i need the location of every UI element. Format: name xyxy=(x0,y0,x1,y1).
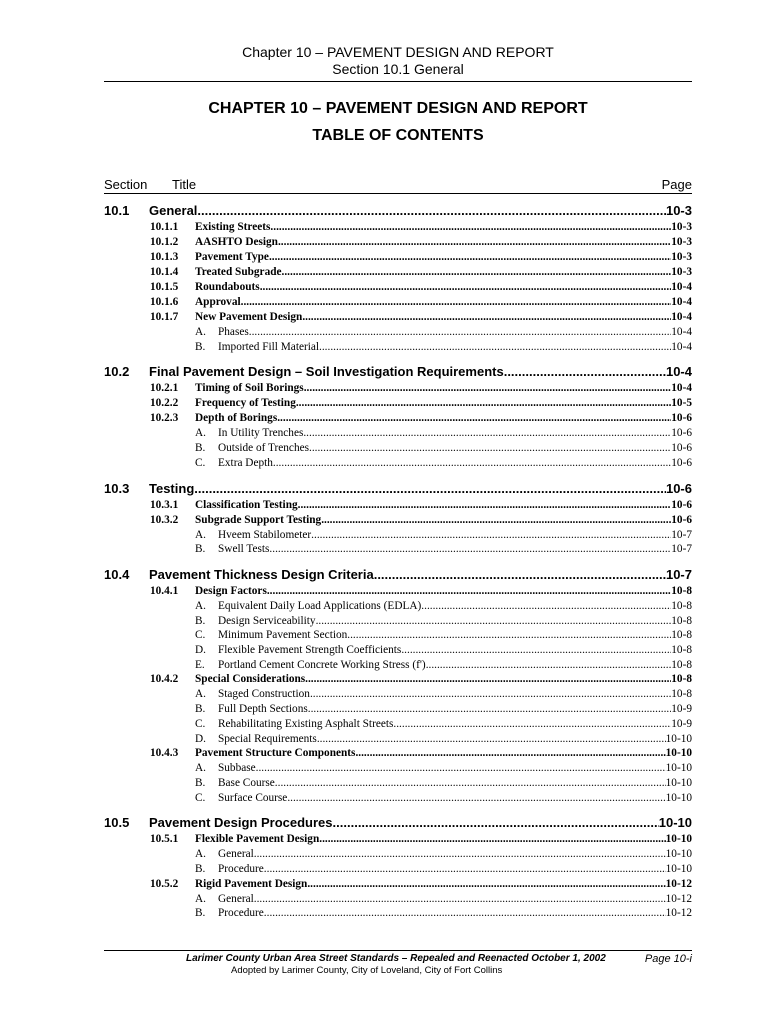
page-column-header: Page xyxy=(661,177,692,192)
toc-entry-title: Surface Course xyxy=(218,791,288,804)
toc-dot-leader xyxy=(308,702,672,717)
toc-entry-number: 10.1.4 xyxy=(150,266,179,278)
toc-entry-title: General xyxy=(218,848,254,861)
toc-entry-title: Pavement Thickness Design Criteria xyxy=(149,566,374,582)
toc-entry-level-2[interactable] xyxy=(104,513,692,528)
toc-entry-number: A. xyxy=(195,427,206,440)
toc-entry-title: Special Requirements xyxy=(218,732,317,745)
toc-entry-title: Approval xyxy=(195,296,241,308)
toc-entry-number: 10.1.6 xyxy=(150,296,179,308)
toc-entry-level-2[interactable] xyxy=(104,310,692,325)
toc-entry-title: Portland Cement Concrete Working Stress (f') xyxy=(218,658,426,671)
toc-entry-title: Imported Fill Material xyxy=(218,340,320,353)
toc-entry-number: 10.2.1 xyxy=(150,382,179,395)
toc-entry-title: Treated Subgrade xyxy=(195,266,282,278)
toc-entry-title: Equivalent Daily Load Applications (EDLA) xyxy=(218,599,422,612)
toc-dot-leader xyxy=(269,542,671,557)
toc-dot-leader xyxy=(311,528,671,543)
toc-entry-page: 10-8 xyxy=(671,644,692,657)
toc-dot-leader xyxy=(256,761,666,776)
toc-entry-page: 10-4 xyxy=(671,311,692,323)
toc-entry-number: D. xyxy=(195,644,206,657)
toc-entry-title: Pavement Structure Components xyxy=(195,747,356,760)
toc-entry-number: B. xyxy=(195,543,206,556)
toc-entry-title: Frequency of Testing xyxy=(195,397,296,410)
toc-entry-level-2[interactable] xyxy=(104,672,692,687)
toc-entry-level-1[interactable] xyxy=(104,362,692,381)
toc-entry-title: General xyxy=(149,203,198,218)
toc-dot-leader xyxy=(254,847,666,862)
toc-entry-level-3[interactable] xyxy=(104,325,692,340)
toc-entry-level-2[interactable] xyxy=(104,220,692,235)
toc-entry-number: 10.4.1 xyxy=(150,584,179,597)
toc-entry-title: Phases xyxy=(218,326,249,338)
toc-entry-number: 10.3 xyxy=(104,480,130,496)
toc-entry-page: 10-6 xyxy=(671,442,692,455)
toc-entry-title: Design Serviceability xyxy=(218,614,316,627)
toc-entry-number: B. xyxy=(195,907,206,920)
toc-entry-level-2[interactable] xyxy=(104,295,692,310)
toc-entry-number: 10.1.7 xyxy=(150,311,179,323)
toc-entry-number: B. xyxy=(195,863,206,876)
toc-dot-leader xyxy=(298,498,672,513)
toc-dot-leader xyxy=(316,614,672,629)
toc-dot-leader xyxy=(260,280,672,295)
toc-entry-page: 10-8 xyxy=(671,614,692,627)
toc-entry-level-3[interactable] xyxy=(104,528,692,543)
toc-entry-number: B. xyxy=(195,340,206,353)
toc-entry-number: 10.5.2 xyxy=(150,877,179,890)
toc-entry-number: 10.1.2 xyxy=(150,236,179,248)
toc-dot-leader xyxy=(270,220,671,235)
toc-entry-number: 10.1 xyxy=(104,203,130,218)
toc-entry-title: Classification Testing xyxy=(195,498,298,511)
toc-entry-number: A. xyxy=(195,762,206,775)
toc-entry-level-3[interactable] xyxy=(104,542,692,557)
toc-entry-number: 10.4.3 xyxy=(150,747,179,760)
toc-entry-title: Extra Depth xyxy=(218,456,273,469)
toc-entry-number: 10.5.1 xyxy=(150,833,179,846)
running-header-section: Section 10.1 General xyxy=(332,61,464,77)
toc-entry-title: Subgrade Support Testing xyxy=(195,513,322,526)
toc-entry-title: Roundabouts xyxy=(195,281,260,293)
toc-entry-number: A. xyxy=(195,599,206,612)
toc-entry-title: Timing of Soil Borings xyxy=(195,382,304,395)
toc-dot-leader xyxy=(254,892,666,907)
footer-rule xyxy=(104,950,692,951)
toc-dot-leader xyxy=(194,479,666,498)
toc-dot-leader xyxy=(319,340,671,355)
toc-entry-page: 10-6 xyxy=(671,427,692,440)
toc-dot-leader xyxy=(305,672,671,687)
toc-dot-leader xyxy=(393,717,671,732)
toc-entry-page: 10-10 xyxy=(665,776,692,789)
toc-entry-level-3[interactable] xyxy=(104,702,692,717)
toc-entry-title: Minimum Pavement Section xyxy=(218,629,348,642)
toc-dot-leader xyxy=(282,265,672,280)
toc-entry-title: AASHTO Design xyxy=(195,236,278,248)
toc-dot-leader xyxy=(504,362,666,381)
toc-entry-number: B. xyxy=(195,614,206,627)
toc-entry-number: 10.3.1 xyxy=(150,498,179,511)
toc-dot-leader xyxy=(304,381,672,396)
toc-entry-title: Existing Streets xyxy=(195,221,271,233)
toc-dot-leader xyxy=(267,584,671,599)
toc-entry-level-3[interactable] xyxy=(104,791,692,806)
toc-entry-page: 10-9 xyxy=(671,703,692,716)
toc-dot-leader xyxy=(374,565,666,584)
toc-entry-page: 10-7 xyxy=(671,543,692,556)
toc-entry-page: 10-12 xyxy=(665,907,692,920)
toc-entry-title: Swell Tests xyxy=(218,543,270,556)
toc-entry-number: A. xyxy=(195,848,206,861)
toc-dot-leader xyxy=(273,456,671,471)
toc-entry-number: 10.1.1 xyxy=(150,221,179,233)
toc-entry-number: 10.4 xyxy=(104,566,130,582)
toc-entry-title: Rigid Pavement Design xyxy=(195,877,308,890)
toc-dot-leader xyxy=(269,250,671,265)
toc-entry-page: 10-4 xyxy=(671,340,692,353)
toc-entry-title: Procedure xyxy=(218,863,264,876)
toc-entry-title: Procedure xyxy=(218,907,264,920)
toc-entry-level-1[interactable] xyxy=(104,565,692,584)
toc-entry-level-2[interactable] xyxy=(104,746,692,761)
toc-entry-number: A. xyxy=(195,688,206,701)
toc-entry-page: 10-10 xyxy=(665,848,692,861)
toc-dot-leader xyxy=(278,235,671,250)
toc-entry-page: 10-4 xyxy=(671,281,692,293)
toc-dot-leader xyxy=(426,658,672,673)
toc-entry-title: New Pavement Design xyxy=(195,311,303,323)
toc-dot-leader xyxy=(287,791,665,806)
toc-entry-number: 10.3.2 xyxy=(150,513,179,526)
toc-title: TABLE OF CONTENTS xyxy=(312,127,484,144)
toc-entry-page: 10-3 xyxy=(671,236,692,248)
toc-dot-leader xyxy=(296,396,671,411)
toc-dot-leader xyxy=(249,325,672,340)
toc-entry-page: 10-5 xyxy=(671,397,692,410)
toc-entry-page: 10-4 xyxy=(671,326,692,338)
toc-entry-page: 10-12 xyxy=(665,877,692,890)
toc-entry-level-2[interactable] xyxy=(104,396,692,411)
toc-entry-level-3[interactable] xyxy=(104,892,692,907)
running-header xyxy=(104,44,692,78)
toc-entry-level-3[interactable] xyxy=(104,658,692,673)
toc-entry-page: 10-10 xyxy=(665,833,692,846)
running-header-chapter: Chapter 10 – PAVEMENT DESIGN AND REPORT xyxy=(242,44,554,60)
toc-entry-number: C. xyxy=(195,629,206,642)
toc-entry-title: Flexible Pavement Strength Coefficients xyxy=(218,644,402,657)
toc-entry-level-2[interactable] xyxy=(104,381,692,396)
toc-entry-number: A. xyxy=(195,326,206,338)
toc-entry-title: Special Considerations xyxy=(195,673,306,686)
toc-dot-leader xyxy=(401,643,671,658)
toc-entry-level-3[interactable] xyxy=(104,628,692,643)
toc-entry-number: B. xyxy=(195,703,206,716)
toc-entry-title: Design Factors xyxy=(195,584,267,597)
toc-entry-title: Staged Construction xyxy=(218,688,310,701)
toc-entry-level-3[interactable] xyxy=(104,687,692,702)
toc-entry-page: 10-3 xyxy=(665,203,692,218)
toc-dot-leader xyxy=(347,628,671,643)
toc-dot-leader xyxy=(264,862,666,877)
header-rule xyxy=(104,81,692,82)
toc-dot-leader xyxy=(355,746,665,761)
toc-entry-page: 10-8 xyxy=(671,658,692,671)
toc-entry-level-3[interactable] xyxy=(104,441,692,456)
toc-dot-leader xyxy=(310,687,671,702)
toc-entry-level-3[interactable] xyxy=(104,599,692,614)
toc-entry-number: 10.1.3 xyxy=(150,251,179,263)
toc-entry-page: 10-4 xyxy=(671,296,692,308)
toc-entry-page: 10-8 xyxy=(671,599,692,612)
toc-entry-level-3[interactable] xyxy=(104,456,692,471)
toc-entry-title: In Utility Trenches xyxy=(218,427,304,440)
toc-entry-level-3[interactable] xyxy=(104,614,692,629)
toc-entry-level-3[interactable] xyxy=(104,761,692,776)
toc-entry-title: Pavement Design Procedures xyxy=(149,815,333,831)
toc-entry-level-3[interactable] xyxy=(104,717,692,732)
toc-entry-title: Testing xyxy=(149,480,195,496)
toc-dot-leader xyxy=(319,832,665,847)
toc-entry-page: 10-10 xyxy=(665,732,692,745)
toc-entry-level-3[interactable] xyxy=(104,776,692,791)
toc-entry-page: 10-6 xyxy=(665,480,692,496)
toc-entry-number: 10.1.5 xyxy=(150,281,179,293)
toc-entry-level-2[interactable] xyxy=(104,280,692,295)
toc-column-headers xyxy=(104,177,692,194)
toc-entry-level-3[interactable] xyxy=(104,906,692,921)
toc-entry-title: Full Depth Sections xyxy=(218,703,308,716)
toc-entry-title: Pavement Type xyxy=(195,251,269,263)
toc-entry-number: B. xyxy=(195,776,206,789)
toc-entry-page: 10-12 xyxy=(665,892,692,905)
toc-entry-level-3[interactable] xyxy=(104,340,692,355)
footer-standards: Larimer County Urban Area Street Standards – Repealed and Reenacted October 1, 2002 xyxy=(186,953,606,964)
document-title xyxy=(104,95,692,149)
toc-entry-page: 10-10 xyxy=(665,863,692,876)
toc-entry-page: 10-8 xyxy=(671,688,692,701)
toc-dot-leader xyxy=(303,426,671,441)
toc-entry-page: 10-8 xyxy=(671,673,692,686)
toc-entry-page: 10-3 xyxy=(671,251,692,263)
toc-entry-page: 10-8 xyxy=(671,629,692,642)
toc-entry-number: D. xyxy=(195,732,206,745)
toc-dot-leader xyxy=(307,877,665,892)
toc-entry-level-2[interactable] xyxy=(104,877,692,892)
toc-entry-page: 10-10 xyxy=(665,762,692,775)
toc-dot-leader xyxy=(317,732,666,747)
toc-entry-level-3[interactable] xyxy=(104,847,692,862)
toc-entry-level-3[interactable] xyxy=(104,643,692,658)
toc-entry-level-2[interactable] xyxy=(104,250,692,265)
toc-entry-number: B. xyxy=(195,442,206,455)
toc-entry-page: 10-9 xyxy=(671,717,692,730)
toc-entry-page: 10-6 xyxy=(671,456,692,469)
toc-dot-leader xyxy=(241,295,672,310)
toc-entry-page: 10-6 xyxy=(671,513,692,526)
toc-entry-level-2[interactable] xyxy=(104,832,692,847)
chapter-title: CHAPTER 10 – PAVEMENT DESIGN AND REPORT xyxy=(208,100,588,117)
toc-dot-leader xyxy=(302,310,671,325)
toc-entry-level-1[interactable] xyxy=(104,201,692,220)
footer-page-number: Page 10-i xyxy=(644,953,692,965)
toc-entry-number: A. xyxy=(195,892,206,905)
toc-entry-page: 10-8 xyxy=(671,584,692,597)
toc-entry-page: 10-4 xyxy=(671,382,692,395)
section-column-header: Section xyxy=(104,177,148,192)
toc-entry-number: 10.2.2 xyxy=(150,397,179,410)
toc-entry-level-3[interactable] xyxy=(104,862,692,877)
toc-entry-title: Base Course xyxy=(218,776,275,789)
toc-entry-level-2[interactable] xyxy=(104,265,692,280)
toc-entry-page: 10-6 xyxy=(671,412,692,425)
toc-entry-page: 10-7 xyxy=(671,528,692,541)
toc-entry-level-3[interactable] xyxy=(104,732,692,747)
toc-entry-title: General xyxy=(218,892,254,905)
toc-entry-number: E. xyxy=(195,658,205,671)
toc-entry-title: Hveem Stabilometer xyxy=(218,528,312,541)
toc-dot-leader xyxy=(333,813,659,832)
title-column-header: Title xyxy=(172,177,197,192)
toc-dot-leader xyxy=(275,776,666,791)
toc-dot-leader xyxy=(321,513,671,528)
toc-entry-number: 10.5 xyxy=(104,815,130,831)
toc-entry-title: Flexible Pavement Design xyxy=(195,833,320,846)
toc-entry-page: 10-10 xyxy=(658,815,692,831)
toc-entry-page: 10-3 xyxy=(671,266,692,278)
toc-entry-page: 10-10 xyxy=(665,791,692,804)
toc-entry-title: Final Pavement Design – Soil Investigation Requirements xyxy=(149,364,504,380)
toc-entry-number: 10.2.3 xyxy=(150,412,179,425)
toc-entry-page: 10-7 xyxy=(665,566,692,582)
toc-entry-number: 10.4.2 xyxy=(150,673,179,686)
toc-entry-title: Rehabilitating Existing Asphalt Streets xyxy=(218,717,394,730)
toc-entry-level-2[interactable] xyxy=(104,235,692,250)
toc-entry-number: C. xyxy=(195,456,206,469)
toc-entry-number: C. xyxy=(195,791,206,804)
toc-entry-level-1[interactable] xyxy=(104,813,692,832)
toc-dot-leader xyxy=(277,411,671,426)
toc-dot-leader xyxy=(309,441,671,456)
toc-entry-title: Subbase xyxy=(218,762,256,775)
toc-entry-level-3[interactable] xyxy=(104,426,692,441)
toc-entry-page: 10-4 xyxy=(665,364,692,380)
toc-entry-level-2[interactable] xyxy=(104,584,692,599)
toc-entry-level-2[interactable] xyxy=(104,498,692,513)
toc-entry-level-1[interactable] xyxy=(104,479,692,498)
toc-entry-level-2[interactable] xyxy=(104,411,692,426)
toc-dot-leader xyxy=(197,201,666,220)
toc-dot-leader xyxy=(264,906,666,921)
toc-entry-title: Depth of Borings xyxy=(195,412,278,425)
toc-entry-number: A. xyxy=(195,528,206,541)
toc-entry-page: 10-10 xyxy=(665,747,692,760)
toc-entry-number: C. xyxy=(195,717,206,730)
footer-adopted-text: Adopted by Larimer County, City of Loveland, City of Fort Collins xyxy=(231,965,503,976)
toc-entry-page: 10-3 xyxy=(671,221,692,233)
toc-dot-leader xyxy=(421,599,671,614)
toc-entry-title: Outside of Trenches xyxy=(218,442,309,455)
table-of-contents xyxy=(104,201,692,921)
toc-entry-page: 10-6 xyxy=(671,498,692,511)
toc-entry-number: 10.2 xyxy=(104,364,130,380)
